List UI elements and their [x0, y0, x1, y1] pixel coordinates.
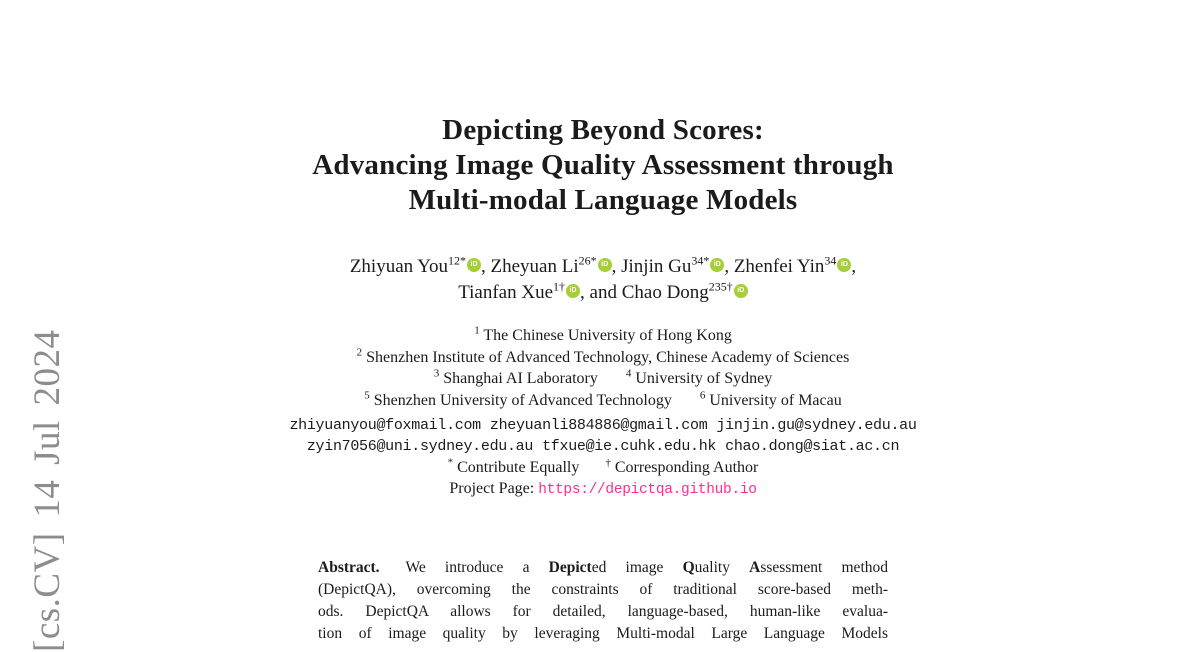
affiliation-text: Shenzhen University of Advanced Technology — [373, 391, 672, 409]
abstract-text: Depict — [548, 559, 592, 576]
contribute-equally-symbol: * — [447, 456, 454, 469]
affiliation-entry — [364, 389, 672, 409]
abstract-line-2: (DepictQA), overcoming the constraints of traditional score-based meth- — [318, 581, 888, 598]
email-link[interactable]: zyin7056@uni.sydney.edu.au — [306, 438, 534, 455]
author — [490, 253, 622, 277]
affiliation-superscript: 4 — [625, 367, 632, 380]
abstract-text: We introduce a — [386, 559, 549, 576]
contribute-equally-note: Contribute Equally — [457, 459, 580, 476]
orcid-icon[interactable]: iD — [837, 258, 851, 272]
email-link[interactable]: chao.dong@siat.ac.cn — [725, 438, 900, 455]
author-separator: , — [724, 256, 734, 277]
author-name: Chao Dong — [621, 282, 709, 303]
project-page-row — [3, 478, 1200, 501]
paper-title-line-1: Depicting Beyond Scores: — [442, 114, 764, 146]
author-separator: , and — [580, 282, 622, 303]
affiliation-entry — [356, 346, 850, 366]
corresponding-author-symbol: † — [605, 456, 611, 469]
orcid-icon[interactable]: iD — [467, 258, 481, 272]
affiliation-entry — [699, 389, 842, 409]
paper-page — [3, 0, 1200, 645]
orcid-icon[interactable]: iD — [734, 284, 748, 298]
author-name: Zheyuan Li — [490, 256, 579, 277]
affiliation-entry — [474, 324, 732, 344]
abstract-text: ssessment method — [760, 559, 888, 576]
author — [349, 253, 491, 277]
email-link[interactable]: zheyuanli884886@gmail.com — [489, 417, 708, 434]
email-list — [3, 415, 1200, 457]
abstract-line-1 — [318, 557, 888, 579]
abstract-text: uality — [694, 559, 750, 576]
affiliation-superscript: 3 — [433, 367, 440, 380]
email-link[interactable]: jinjin.gu@sydney.edu.au — [716, 417, 917, 434]
affiliation-text: Shenzhen Institute of Advanced Technology, Chinese Academy of Sciences — [366, 348, 850, 366]
abstract-line-3: ods. DepictQA allows for detailed, language-based, human-like evalua- — [318, 603, 888, 620]
email-link[interactable]: zhiyuanyou@foxmail.com — [289, 417, 481, 434]
author-line-1 — [3, 254, 1200, 280]
affiliation-superscript: 1 — [474, 324, 480, 337]
abstract-text: ed image — [591, 559, 683, 576]
author — [458, 279, 622, 303]
paper-title — [3, 0, 1200, 218]
affiliation-text: The Chinese University of Hong Kong — [483, 327, 732, 344]
author-name: Jinjin Gu — [621, 256, 692, 277]
corresponding-author-note: Corresponding Author — [614, 459, 759, 476]
affiliation-line — [3, 325, 1200, 347]
abstract-text: Q — [682, 559, 695, 576]
author-name: Zhenfei Yin — [733, 256, 825, 277]
project-page-label: Project Page: — [449, 480, 535, 497]
author-superscript: 1† — [553, 279, 566, 294]
orcid-icon[interactable]: iD — [710, 258, 724, 272]
author — [621, 253, 734, 277]
email-link[interactable]: tfxue@ie.cuhk.edu.hk — [542, 438, 717, 455]
affiliation-line — [3, 390, 1200, 412]
orcid-icon[interactable]: iD — [598, 258, 612, 272]
email-line-1 — [3, 415, 1200, 436]
author-superscript: 26* — [578, 253, 597, 268]
email-line-2 — [3, 436, 1200, 457]
affiliation-list — [3, 325, 1200, 411]
author-separator: , — [611, 256, 622, 277]
author-superscript: 12* — [448, 253, 467, 268]
author-name: Zhiyuan You — [349, 256, 449, 277]
author-line-2 — [3, 280, 1200, 306]
author-separator: , — [481, 256, 491, 277]
arxiv-watermark: [cs.CV] 14 Jul 2024 — [27, 329, 68, 652]
author-separator: , — [851, 256, 857, 277]
author — [733, 253, 857, 277]
paper-title-line-2: Advancing Image Quality Assessment through — [312, 149, 894, 181]
abstract-line-4: tion of image quality by leveraging Multi-modal Large Language Models — [318, 625, 888, 642]
affiliation-entry — [625, 367, 773, 387]
affiliation-entry — [433, 367, 598, 387]
project-page-link[interactable]: https://depictqa.github.io — [538, 482, 757, 498]
paper-title-line-3: Multi-modal Language Models — [408, 184, 798, 216]
affiliation-text: Shanghai AI Laboratory — [443, 370, 598, 387]
contribution-notes — [3, 457, 1200, 478]
affiliation-text: University of Sydney — [635, 370, 773, 387]
author-superscript: 34 — [824, 253, 837, 268]
author-list — [3, 254, 1200, 306]
affiliation-text: University of Macau — [709, 391, 842, 409]
abstract-text: A — [749, 559, 761, 576]
author-name: Tianfan Xue — [458, 282, 554, 303]
abstract-heading: Abstract. — [318, 559, 380, 576]
author-superscript: 34* — [691, 253, 710, 268]
affiliation-superscript: 5 — [364, 389, 370, 402]
author — [621, 279, 748, 303]
abstract — [318, 557, 888, 645]
affiliation-line — [3, 368, 1200, 390]
affiliation-line — [3, 347, 1200, 369]
affiliation-superscript: 2 — [356, 346, 363, 359]
orcid-icon[interactable]: iD — [566, 284, 580, 298]
affiliation-superscript: 6 — [699, 389, 706, 402]
author-superscript: 235† — [708, 279, 733, 294]
